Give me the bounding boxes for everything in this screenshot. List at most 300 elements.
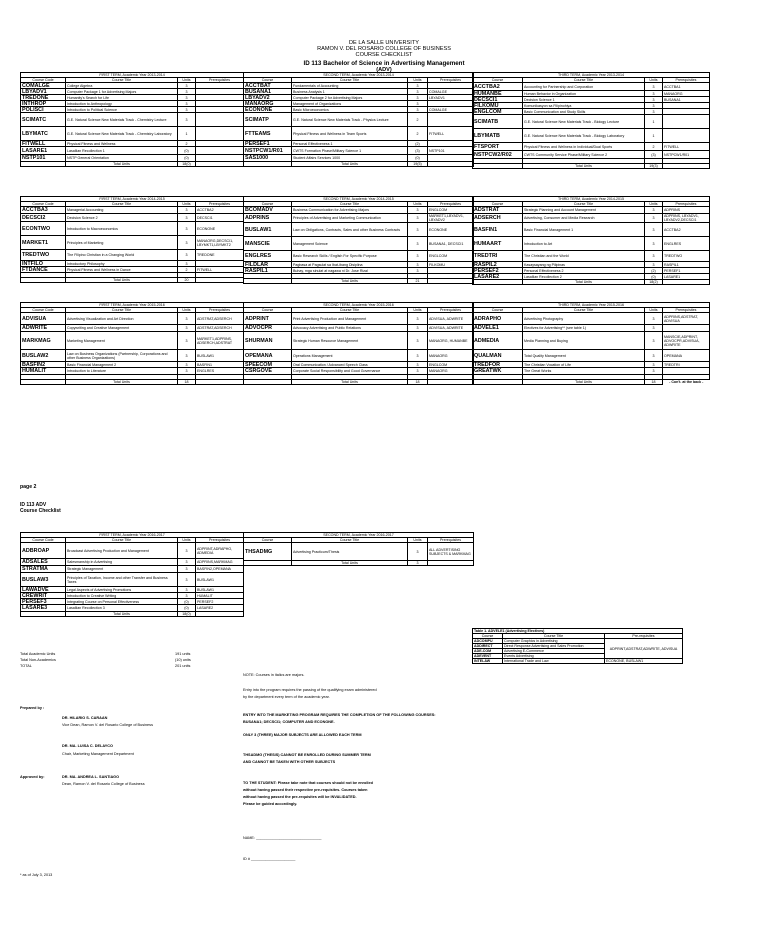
- course-units: 3: [178, 559, 196, 566]
- course-row: [473, 313, 710, 325]
- total-spacer: [21, 278, 66, 283]
- course-title: Introductory Philosophy: [66, 261, 178, 267]
- course-units: 3: [645, 237, 663, 251]
- course-row: [473, 251, 710, 262]
- course-units: 3: [178, 236, 196, 250]
- name-field[interactable]: NAME: _______________________________: [243, 836, 322, 840]
- course-title: Principles of Advertising and Marketing Communication: [292, 214, 408, 223]
- course-row: [21, 605, 244, 612]
- course-code: ENGLCOM: [473, 109, 523, 115]
- course-code: ADWRITE: [21, 325, 66, 332]
- term-label: THIRD TERM, Academic Year 2014-2015: [473, 197, 710, 202]
- units-header: Units: [645, 308, 663, 313]
- course-prereq: LASARE1: [663, 274, 710, 280]
- course-row: [473, 332, 710, 350]
- course-units: 3: [178, 107, 196, 113]
- course-units: 3: [178, 332, 196, 350]
- course-code: ADRAPHO: [473, 313, 523, 325]
- total-units: 21: [408, 279, 428, 284]
- course-units: (0): [178, 605, 196, 612]
- course-prereq: ENGLCOM: [428, 207, 474, 214]
- course-units: 3: [178, 89, 196, 95]
- course-prereq: BASFIN1: [196, 362, 244, 368]
- course-code: ENGLRES: [244, 251, 292, 262]
- total-note: [196, 380, 244, 385]
- course-title: Lasallian Recollection 2: [523, 274, 645, 280]
- signatory-3-title: Dean, Ramon V. del Rosario College of Business: [62, 782, 145, 786]
- course-units: 3: [408, 362, 428, 368]
- course-units: 1: [178, 127, 196, 141]
- course-units: 3: [408, 107, 428, 113]
- course-prereq: [663, 368, 710, 375]
- summary-value: 201 units: [175, 664, 191, 668]
- course-row: [473, 350, 710, 362]
- course-code: SCIMATP: [244, 113, 292, 127]
- course-code: FILDLAR: [244, 262, 292, 268]
- course-title: Broadcast Advertising Production and Management: [66, 543, 178, 559]
- course-prereq: LASARE2: [196, 605, 244, 612]
- course-code: BASFIN1: [473, 223, 523, 237]
- course-title: Legal Aspects of Advertising Promotions: [66, 587, 178, 593]
- course-units: 3: [645, 262, 663, 268]
- total-spacer: [473, 164, 523, 169]
- elective-title: Events Advertising: [503, 654, 605, 659]
- course-title: Basic Financial Management 1: [523, 223, 645, 237]
- course-code: LASARE3: [21, 605, 66, 612]
- units-header: Units: [178, 78, 196, 83]
- course-row: [21, 222, 244, 236]
- course-title: Copywriting and Creative Management: [66, 325, 178, 332]
- course-row: [244, 313, 474, 325]
- total-units: 18(2): [645, 280, 663, 285]
- course-row: [21, 325, 244, 332]
- course-units: 3: [178, 566, 196, 573]
- code-header: Course Code: [21, 308, 66, 313]
- course-title: Advocacy Advertising and Public Relations: [292, 325, 408, 332]
- course-code: LAWADVE: [21, 587, 66, 593]
- course-prereq: ECONONE: [428, 223, 474, 237]
- total-label: Total Units: [523, 164, 645, 169]
- course-code: LBYADV1: [21, 89, 66, 95]
- course-prereq: COMALGE: [428, 107, 474, 113]
- course-units: 3: [408, 543, 428, 561]
- course-code: LASARE2: [473, 274, 523, 280]
- course-code: LBYMATB: [473, 129, 523, 143]
- course-code: SPEECOM: [244, 362, 292, 368]
- course-prereq: BUSANA1: [663, 97, 710, 103]
- course-prereq: PERSEF1: [663, 268, 710, 274]
- course-title: Introduction to Macroeconomics: [66, 222, 178, 236]
- course-units: 1: [645, 129, 663, 143]
- course-prereq: ADPRINS,ADSTRAT, ADVISUA: [663, 313, 710, 325]
- course-units: 3: [408, 214, 428, 223]
- course-units: 3: [408, 101, 428, 107]
- course-title: Lasallian Recollection 1: [66, 147, 178, 155]
- total-label: Total Units: [66, 278, 178, 283]
- course-prereq: TREDTRI: [663, 362, 710, 368]
- term-label: SECOND TERM, Academic Year 2013-2014: [244, 73, 474, 78]
- id-field[interactable]: ID # _____________________: [243, 857, 296, 861]
- course-code: LBYADV2: [244, 95, 292, 101]
- term-label: FIRST TERM, Academic Year 2014-2015: [21, 197, 244, 202]
- title-header: Course Title: [66, 538, 178, 543]
- total-label: Total Units: [523, 380, 645, 385]
- title-header: Course Title: [292, 202, 408, 207]
- elective-title: Direct Response Advertising and Sales Promotion: [503, 644, 605, 649]
- course-prereq: [196, 113, 244, 127]
- course-row: [21, 236, 244, 250]
- course-prereq: MARKET1,ADPRINS, ADSERCH,ADSTRAT: [196, 332, 244, 350]
- course-code: ADSALES: [21, 559, 66, 566]
- title-header: Course Title: [66, 78, 178, 83]
- course-prereq: MANSCIE,ADPRINT, ADVOCPR,ADVISUA, ADWRITE: [663, 332, 710, 350]
- total-spacer: [21, 380, 66, 385]
- course-units: 3: [408, 95, 428, 101]
- total-note: [663, 280, 710, 285]
- course-units: 3: [408, 262, 428, 268]
- course-units: 3: [178, 214, 196, 222]
- course-code: RASPIL1: [244, 268, 292, 274]
- course-title: Management of Organizations: [292, 101, 408, 107]
- code-header: Course Code: [21, 78, 66, 83]
- course-title: Law on Business Organizations (Partnership, Corporations and other Business Organizations): [66, 350, 178, 362]
- course-code: INTHROP: [21, 101, 66, 107]
- course-prereq: ECONONE: [196, 222, 244, 236]
- course-row: [473, 143, 710, 151]
- course-row: [244, 543, 474, 561]
- term-table: [243, 532, 474, 566]
- term-label: THIRD TERM, Academic Year 2013-2014: [473, 73, 710, 78]
- course-code: DECSCI1: [473, 97, 523, 103]
- course-units: 3: [178, 207, 196, 214]
- summary-value: 191 units: [175, 652, 191, 656]
- course-units: 3: [178, 222, 196, 236]
- course-code: RASPIL2: [473, 262, 523, 268]
- course-title: Business Analysis 1: [292, 89, 408, 95]
- page-2-label: page 2: [20, 484, 37, 490]
- course-code: MARKET1: [21, 236, 66, 250]
- course-units: 3: [178, 261, 196, 267]
- course-units: 3: [178, 350, 196, 362]
- term-label: FIRST TERM, Academic Year 2013-2014: [21, 73, 244, 78]
- summary-label: TOTAL: [20, 664, 32, 668]
- total-note: [428, 162, 474, 167]
- course-prereq: ACCTBA1: [663, 83, 710, 91]
- course-units: 3: [645, 332, 663, 350]
- electives-table: [472, 628, 683, 664]
- course-prereq: [196, 147, 244, 155]
- course-row: [244, 113, 474, 127]
- elective-title: Computer Graphics in Advertising: [503, 639, 605, 644]
- course-units: 2: [408, 113, 428, 127]
- code-header: Course: [244, 538, 292, 543]
- total-spacer: [21, 162, 66, 167]
- course-title: Personal Effectiveness 2: [523, 268, 645, 274]
- course-code: FILKOMU: [473, 103, 523, 109]
- course-title: Basic Microeconomics: [292, 107, 408, 113]
- prereq-header: Prerequisites: [196, 538, 244, 543]
- course-code: THSADMG: [244, 543, 292, 561]
- course-title: Decision Science 2: [66, 214, 178, 222]
- course-prereq: ADVISUA, ADWRITE: [428, 313, 474, 325]
- course-code: ACCTBAT: [244, 83, 292, 89]
- prereq-header: Prerequisites: [428, 308, 474, 313]
- course-title: Strategic Human Resource Management: [292, 332, 408, 350]
- course-code: SCIMATB: [473, 115, 523, 129]
- units-header: Units: [178, 538, 196, 543]
- total-label: Total Units: [66, 380, 178, 385]
- total-units: 18(0): [178, 612, 196, 617]
- total-units: 19(5): [408, 162, 428, 167]
- title-header: Course Title: [66, 202, 178, 207]
- checklist-title: COURSE CHECKLIST: [355, 52, 413, 58]
- course-prereq: ADPRINS,MARKMAG: [196, 559, 244, 566]
- note-student-3: without having passed the pre-requisites will be INVALIDATED.: [243, 795, 357, 799]
- course-title: Introduction to Creative Writing: [66, 593, 178, 599]
- course-row: [473, 368, 710, 375]
- college-name: RAMON V. DEL ROSARIO COLLEGE OF BUSINESS: [317, 46, 451, 52]
- course-code: DECSCI2: [21, 214, 66, 222]
- course-code: BASFIN2: [21, 362, 66, 368]
- total-note: [196, 612, 244, 617]
- course-code: TREDONE: [21, 95, 66, 101]
- total-note: [428, 279, 474, 284]
- signatory-2-name: DR. MA. LUISA C. DELAYCO: [62, 744, 113, 748]
- total-row: [21, 162, 244, 167]
- course-title: Introduction to Art: [523, 237, 645, 251]
- total-units: 3: [408, 561, 428, 566]
- term-table: [20, 532, 244, 617]
- course-code: BUSANA1: [244, 89, 292, 95]
- course-prereq: TREDTWO: [663, 251, 710, 262]
- course-title: Strategic Planning and Account Management: [523, 207, 645, 214]
- course-prereq: PERSEF2: [196, 599, 244, 605]
- total-spacer: [244, 380, 292, 385]
- code-header: Course: [473, 308, 523, 313]
- signatory-1-name: DR. HILARIO S. CARAAN: [62, 716, 108, 720]
- course-title: Physical Fitness and Wellness in Individual/Dual Sports: [523, 143, 645, 151]
- course-units: 3: [645, 325, 663, 332]
- course-code: ADPRINS: [244, 214, 292, 223]
- course-units: 3: [645, 251, 663, 262]
- note-marketing-1: ENTRY INTO THE MARKETING PROGRAM REQUIRES THE COMPLETION OF THE FOLLOWING COURSES:: [243, 713, 436, 717]
- total-spacer: [473, 380, 523, 385]
- course-units: 3: [645, 83, 663, 91]
- total-note: [428, 561, 474, 566]
- code-header: Course: [473, 78, 523, 83]
- course-units: 3: [408, 268, 428, 274]
- elective-code: INTELAW: [473, 659, 503, 664]
- total-row: [473, 280, 710, 285]
- total-row: [21, 380, 244, 385]
- course-units: 3: [178, 368, 196, 375]
- code-header: Course: [244, 308, 292, 313]
- term-label: SECOND TERM, Academic Year 2015-2016: [244, 303, 474, 308]
- note-thesis-2: AND CANNOT BE TAKEN WITH OTHER SUBJECTS: [243, 760, 336, 764]
- signatory-3-name: DR. MA. ANDREA L. SANTIAGO: [62, 775, 120, 779]
- total-label: Total Units: [66, 162, 178, 167]
- total-row: [244, 279, 474, 284]
- note-student-2: without having passed their respective pre-requisites. Courses taken: [243, 788, 368, 792]
- course-prereq: [428, 113, 474, 127]
- course-row: [21, 207, 244, 214]
- course-row: [244, 155, 474, 162]
- code-header: Course: [244, 78, 292, 83]
- term-table: [472, 196, 710, 285]
- course-prereq: FITWELL: [196, 267, 244, 273]
- course-row: [473, 237, 710, 251]
- course-title: The Christian Vocation of Life: [523, 362, 645, 368]
- course-code: ADMEDIA: [473, 332, 523, 350]
- prereq-header: Prerequisites: [663, 78, 710, 83]
- course-code: LBYMATC: [21, 127, 66, 141]
- course-prereq: BUSLAW1: [196, 573, 244, 587]
- course-title: Operations Management: [292, 350, 408, 362]
- total-label: Total Units: [292, 279, 408, 284]
- course-units: 2: [645, 143, 663, 151]
- course-code: HUMALIT: [21, 368, 66, 375]
- term-table: [243, 302, 474, 385]
- course-title: CWTS Community Service Phase/Military Science 2: [523, 151, 645, 159]
- title-header: Course Title: [523, 78, 645, 83]
- course-units: 2: [408, 127, 428, 141]
- title-header: Course Title: [523, 308, 645, 313]
- note-student-4: Please be guided accordingly.: [243, 802, 298, 806]
- course-units: 3: [178, 543, 196, 559]
- course-title: Pagbasa at Pagsulat sa Ibat-ibang Disiplina: [292, 262, 408, 268]
- course-prereq: MARKET1,LBYADV1, LBYADV2: [428, 214, 474, 223]
- course-title: Introduction to Political Science: [66, 107, 178, 113]
- title-header: Course Title: [66, 308, 178, 313]
- course-code: GREATWK: [473, 368, 523, 375]
- summary-label: Total Non-Academics: [20, 658, 56, 662]
- note-entry-2: by the department every term of the academic year.: [243, 695, 330, 699]
- course-title: Strategic Management: [66, 566, 178, 573]
- course-prereq: MANAORG: [428, 368, 474, 375]
- course-row: [244, 127, 474, 141]
- course-title: Human Behavior in Organization: [523, 91, 645, 97]
- course-code: ADVELE1: [473, 325, 523, 332]
- course-prereq: MANAORG: [428, 350, 474, 362]
- course-code: ADPRINT: [244, 313, 292, 325]
- total-note: [196, 278, 244, 283]
- course-row: [21, 566, 244, 573]
- note-marketing-2: BUSANA1; DECSCI1; COMPUTER AND ECONONE.: [243, 720, 335, 724]
- course-title: Lasallian Recollection 3: [66, 605, 178, 612]
- course-units: (0): [178, 155, 196, 162]
- course-prereq: ADPRINS, LBYADV1, LBYADV2,DECSCI1: [663, 214, 710, 223]
- note-major-limit: ONLY 3 (THREE) MAJOR SUBJECTS ARE ALLOWED EACH TERM: [243, 733, 362, 737]
- course-units: 3: [645, 109, 663, 115]
- course-code: SAS1000: [244, 155, 292, 162]
- course-row: [21, 368, 244, 375]
- course-prereq: ENGLRES: [196, 368, 244, 375]
- total-units: 19(3): [645, 164, 663, 169]
- course-title: Corporate Social Responsibility and Good Governance: [292, 368, 408, 375]
- total-spacer: [473, 280, 523, 285]
- course-row: [244, 325, 474, 332]
- course-prereq: HUMALIT: [196, 593, 244, 599]
- note-entry-1: Entry into the program requires the passing of the qualifying exam administered: [243, 688, 377, 692]
- course-title: Accounting for Partnership and Corporation: [523, 83, 645, 91]
- course-title: Physical Fitness and Wellness in Dance: [66, 267, 178, 273]
- program-code: (ADV): [376, 67, 392, 73]
- course-units: 3: [645, 97, 663, 103]
- course-units: (0): [645, 274, 663, 280]
- course-code: ACCTBA3: [21, 207, 66, 214]
- prereq-header: Prerequisites: [196, 308, 244, 313]
- course-units: (0): [178, 147, 196, 155]
- course-units: (0): [178, 599, 196, 605]
- elective-code: ADCOMPU: [473, 639, 503, 644]
- code-header: Course Code: [21, 538, 66, 543]
- course-title: G.E. Natural Science New Materials Track - Chemistry Lecture: [66, 113, 178, 127]
- course-code: TREDTRI: [473, 251, 523, 262]
- term-label: SECOND TERM, Academic Year 2014-2015: [244, 197, 474, 202]
- course-units: 3: [645, 207, 663, 214]
- course-row: [473, 325, 710, 332]
- course-units: 3: [408, 207, 428, 214]
- course-prereq: ADPRINT,ADRAPHO, ADMEDIA: [196, 543, 244, 559]
- units-header: Units: [408, 308, 428, 313]
- course-code: PERSEF1: [244, 141, 292, 147]
- course-code: PERSEF3: [21, 599, 66, 605]
- course-code: ADVISUA: [21, 313, 66, 325]
- course-prereq: BUSLAW1: [196, 587, 244, 593]
- term-table: [20, 302, 244, 385]
- note-thesis-1: THSADMG (THESIS) CANNOT BE ENROLLED DURING SUMMER TERM: [243, 753, 371, 757]
- elective-row: [473, 659, 683, 664]
- course-title: Computer Package 1 for Advertising Majors: [66, 89, 178, 95]
- course-title: Komunikasyon sa Filipinohiya: [523, 103, 645, 109]
- course-code: FTSPORT: [473, 143, 523, 151]
- elective-code: ADEVENT: [473, 654, 503, 659]
- term-table: [472, 72, 710, 169]
- course-title: The Filipino Christian in a Changing World: [66, 250, 178, 261]
- course-code: PERSEF2: [473, 268, 523, 274]
- prereq-header: Pre-requisites: [605, 634, 683, 639]
- course-title: Oral Communication / Advanced Speech Class: [292, 362, 408, 368]
- title-header: Course Title: [292, 538, 408, 543]
- total-note: - Con't. at the back -: [669, 380, 704, 385]
- course-row: [244, 147, 474, 155]
- electives-title: Table 1. ADVELE1 (Advertising Electives): [473, 629, 683, 634]
- course-row: [21, 250, 244, 261]
- course-prereq: BUSANA1, DECSCI1: [428, 237, 474, 251]
- course-prereq: ADSTRAT,ADSERCH: [196, 313, 244, 325]
- course-code: BUSLAW3: [21, 573, 66, 587]
- course-row: [21, 573, 244, 587]
- prereq-header: Prerequisites: [428, 78, 474, 83]
- summary-value: (10) units: [175, 658, 191, 662]
- elective-title: International Trade and Law: [503, 659, 605, 664]
- total-row: [21, 612, 244, 617]
- elective-code: ADE-COM: [473, 649, 503, 654]
- signatory-2-title: Chair, Marketing Management Department: [62, 752, 134, 756]
- course-code: STRATMA: [21, 566, 66, 573]
- course-units: (2): [645, 268, 663, 274]
- course-prereq: ADSTRAT,ADSERCH: [196, 325, 244, 332]
- course-title: Personal Effectiveness 1: [292, 141, 408, 147]
- course-prereq: FILKOMU: [428, 262, 474, 268]
- note-italics: NOTE: Courses in italics are majors.: [243, 673, 305, 677]
- total-spacer: [244, 162, 292, 167]
- course-prereq: MANAORG,DECSCI1, LBYMKT1,LBYMKT2: [196, 236, 244, 250]
- total-units: 18: [178, 380, 196, 385]
- course-title: Advertising, Consumer and Media Research: [523, 214, 645, 223]
- course-units: 3: [408, 332, 428, 350]
- units-header: Units: [178, 308, 196, 313]
